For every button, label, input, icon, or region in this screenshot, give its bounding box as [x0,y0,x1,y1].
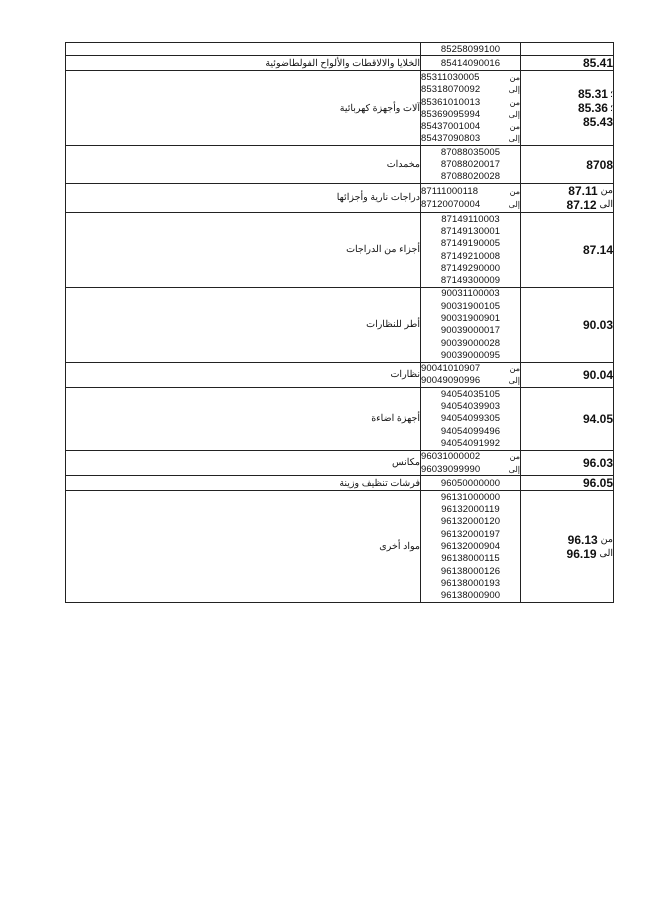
tariff-heading-cell [521,43,614,56]
tariff-code-line [421,349,520,361]
tariff-code: 85311030005 [421,71,480,83]
tariff-code-line [421,262,520,274]
tariff-code: 94054035105 [440,388,501,400]
tariff-code-line [421,225,520,237]
tariff-code: 90049090996 [421,375,481,387]
range-prefix: إلى [508,376,520,386]
tariff-code: 90031900901 [440,312,501,324]
tariff-code: 87149130001 [440,225,501,237]
tariff-heading-cell [521,146,614,184]
table-row [66,450,614,476]
tariff-heading-line [521,243,613,257]
tariff-code-line [421,590,520,602]
tariff-heading-cell [521,287,614,362]
table-row [66,362,614,388]
tariff-heading-cell [521,388,614,450]
tariff-heading: 8708 [586,157,613,172]
tariff-code: 87120070004 [421,198,481,210]
tariff-code: 85369095994 [421,108,481,120]
tariff-code: 85437090803 [421,133,481,145]
tariff-code: 96132000120 [440,516,501,528]
description-cell [66,146,421,184]
item-description: مخمدات [386,159,420,171]
item-description: الخلايا والالاقطات والألواح الفولطاضوئية [265,57,420,69]
item-description: دراجات نارية وأجزائها [336,192,420,204]
tariff-code: 96138000193 [440,577,501,589]
tariff-heading: 90.03 [582,317,613,332]
tariff-heading: 96.19 [566,546,597,561]
item-description: مواد أخرى [379,541,420,553]
tariff-heading: 85.31 [577,87,608,102]
range-prefix: إلى [508,134,520,144]
tariff-table-body [66,43,614,603]
range-prefix: من [509,187,520,197]
tariff-heading-line [521,115,613,129]
tariff-heading-cell [521,491,614,603]
tariff-heading-cell [521,212,614,287]
tariff-code-line [421,451,520,463]
table-row [66,183,614,212]
tariff-code: 85361010013 [421,96,481,108]
range-prefix: إلى [508,109,520,119]
tariff-heading: 96.13 [567,532,598,547]
range-prefix: من [509,122,520,132]
description-cell [66,183,421,212]
item-description: مكانس [392,457,420,469]
description-cell [66,476,421,491]
tariff-heading-cell [521,450,614,476]
tariff-codes-cell [421,43,521,56]
tariff-heading: 85.43 [582,115,613,130]
tariff-heading-line [521,533,613,547]
table-row [66,146,614,184]
tariff-code-line [421,96,520,108]
tariff-code: 87149290000 [440,262,501,274]
tariff-code-line [421,363,520,375]
tariff-heading-line [521,56,613,70]
tariff-heading: 87.11 [568,183,598,198]
tariff-code-line [421,337,520,349]
tariff-code: 94054091992 [440,437,501,449]
item-description: أجزاء من الدراجات [346,244,420,256]
tariff-code-line [421,477,520,489]
tariff-codes-cell [421,450,521,476]
tariff-code: 90039000017 [440,325,501,337]
tariff-code-line [421,186,520,198]
range-prefix: إلى [508,199,520,209]
range-prefix: من [509,452,520,462]
description-cell [66,388,421,450]
table-row [66,212,614,287]
tariff-code: 96039099990 [421,463,481,475]
tariff-code-line [421,288,520,300]
tariff-codes-cell [421,146,521,184]
tariff-codes-cell [421,183,521,212]
tariff-code-line [421,577,520,589]
tariff-code-line [421,565,520,577]
tariff-heading-line [521,87,613,101]
tariff-heading-line [521,547,613,561]
tariff-code-line [421,504,520,516]
range-prefix: إلى [508,464,520,474]
tariff-code: 87088020017 [440,159,501,171]
tariff-code: 87149300009 [440,275,501,287]
tariff-code-line [421,171,520,183]
description-cell [66,491,421,603]
item-description: أطر للنظارات [366,319,420,331]
item-description: فرشات تنظيف وزينة [339,477,420,489]
tariff-code-line [421,238,520,250]
tariff-heading: 90.04 [582,367,613,382]
tariff-heading: 85.41 [582,56,613,71]
tariff-heading-cell [521,71,614,146]
tariff-code-line [421,158,520,170]
tariff-code: 87111000118 [421,186,479,198]
tariff-code-line [421,71,520,83]
tariff-heading-cell [521,362,614,388]
tariff-code: 96050000000 [440,477,501,489]
tariff-codes-cell [421,56,521,71]
tariff-code: 90039000095 [440,349,501,361]
tariff-codes-cell [421,287,521,362]
tariff-code-line [421,325,520,337]
tariff-heading-line [521,198,613,212]
tariff-heading-line [521,158,613,172]
tariff-code-line [421,213,520,225]
tariff-code-line [421,300,520,312]
tariff-code-line [421,84,520,96]
tariff-code-line [421,388,520,400]
tariff-code: 96138000115 [441,553,500,565]
tariff-code: 90031100003 [441,288,500,300]
description-cell [66,212,421,287]
tariff-code-line [421,553,520,565]
tariff-heading-cell [521,183,614,212]
tariff-codes-cell [421,491,521,603]
table-row [66,476,614,491]
tariff-code: 96138000126 [440,565,501,577]
range-prefix: من [509,72,520,82]
table-row [66,71,614,146]
tariff-code-line [421,312,520,324]
tariff-code-line [421,425,520,437]
tariff-codes-cell [421,212,521,287]
tariff-code-line [421,43,520,55]
tariff-code: 87149110003 [441,213,500,225]
table-row [66,43,614,56]
tariff-heading: 85.36 [577,101,608,116]
tariff-code-line [421,400,520,412]
tariff-code-line [421,133,520,145]
table-row [66,56,614,71]
tariff-heading-line [521,184,613,198]
heading-range-prefix: من [600,185,613,197]
tariff-heading-line [521,456,613,470]
tariff-code-line [421,437,520,449]
tariff-heading-cell [521,476,614,491]
heading-range-prefix: الى [599,199,613,211]
tariff-code: 90031900105 [440,300,501,312]
tariff-code-line [421,413,520,425]
item-description: آلات وأجهزة كهربائية [339,102,420,114]
tariff-codes-cell [421,388,521,450]
tariff-code: 96132000197 [440,528,501,540]
item-description: نظارات [390,369,420,381]
tariff-code: 96131000000 [440,491,501,503]
tariff-heading-line [521,476,613,490]
table-row [66,491,614,603]
table-row [66,388,614,450]
tariff-code: 85437001004 [421,121,481,133]
tariff-code-line [421,274,520,286]
tariff-heading-line [521,101,613,115]
description-cell [66,71,421,146]
tariff-codes-cell [421,476,521,491]
item-description: أجهزة اضاءة [371,413,420,425]
tariff-heading: 87.14 [582,242,613,257]
tariff-heading-cell [521,56,614,71]
tariff-heading: 87.12 [566,197,597,212]
tariff-code: 87149190005 [440,238,501,250]
range-prefix: من [509,364,520,374]
tariff-heading-line [521,368,613,382]
tariff-heading-line [521,412,613,426]
tariff-code: 90039000028 [440,337,501,349]
range-prefix: من [509,97,520,107]
tariff-code-line [421,540,520,552]
tariff-code: 87149210008 [440,250,501,262]
tariff-code-line [421,146,520,158]
tariff-code-line [421,198,520,210]
tariff-code: 94054039903 [440,401,501,413]
tariff-heading: 94.05 [582,411,613,426]
tariff-code: 96132000904 [440,541,501,553]
tariff-code: 85414090016 [440,57,501,69]
description-cell [66,287,421,362]
tariff-code: 90041010907 [421,363,481,375]
tariff-code: 87088035005 [440,146,501,158]
heading-range-prefix: الى [599,548,613,560]
tariff-code: 85318070092 [421,84,481,96]
tariff-table [65,42,614,603]
tariff-code: 96132000119 [441,504,500,516]
tariff-code: 94054099305 [440,413,501,425]
tariff-codes-cell [421,71,521,146]
tariff-code-line [421,375,520,387]
heading-separator: ؛ [609,88,613,100]
tariff-code-line [421,491,520,503]
tariff-code: 85258099100 [440,43,501,55]
heading-range-prefix: من [600,534,613,546]
tariff-code-line [421,57,520,69]
tariff-heading: 96.03 [582,455,613,470]
heading-separator: ؛ [609,102,613,114]
tariff-heading-line [521,318,613,332]
description-cell [66,362,421,388]
tariff-code-line [421,463,520,475]
description-cell [66,450,421,476]
tariff-code-line [421,108,520,120]
description-cell [66,56,421,71]
tariff-code-line [421,120,520,132]
tariff-code: 96031000002 [421,451,481,463]
tariff-code-line [421,516,520,528]
tariff-code-line [421,528,520,540]
tariff-code: 96138000900 [440,590,501,602]
tariff-codes-cell [421,362,521,388]
range-prefix: إلى [508,85,520,95]
description-cell [66,43,421,56]
tariff-code-line [421,250,520,262]
tariff-code: 94054099496 [440,425,501,437]
table-row [66,287,614,362]
tariff-heading: 96.05 [582,476,613,491]
tariff-code: 87088020028 [440,171,501,183]
